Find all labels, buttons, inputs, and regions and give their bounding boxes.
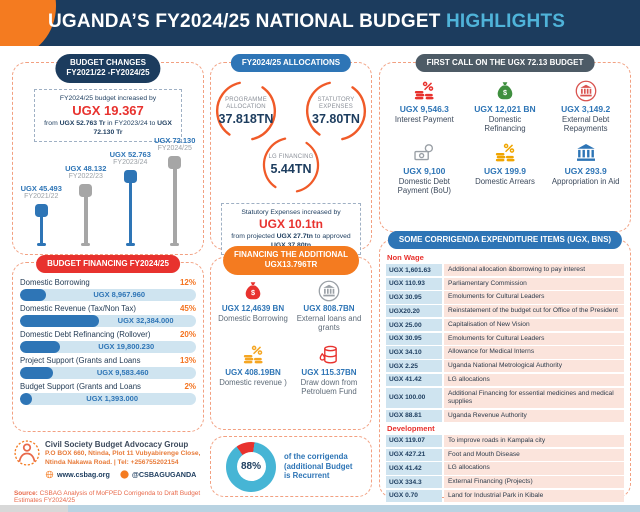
donut-percentage: 88% bbox=[237, 452, 266, 481]
table-row: UGX 1,601.63 Additional allocation &borrowing to pay interest bbox=[386, 264, 624, 276]
table-row: UGX 30.95 Emoluments for Cultural Leaders bbox=[386, 291, 624, 303]
social-icon bbox=[120, 470, 129, 479]
allocations-section bbox=[210, 58, 372, 250]
banknote-coin-icon bbox=[413, 142, 435, 164]
table-row: UGX 30.95 Emoluments for Cultural Leaders bbox=[386, 333, 624, 345]
budget-increase-callout: FY2024/25 budget increased by UGX 19.367 from UGX 52.763 Tr in FY2023/24 to UGX 72.130 Tr bbox=[34, 89, 182, 142]
table-row: UGX 88.81 Uganda Revenue Authority bbox=[386, 410, 624, 422]
table-row: UGX 41.42 LG allocations bbox=[386, 374, 624, 386]
csbag-logo bbox=[14, 440, 40, 479]
pin-marker bbox=[35, 204, 48, 246]
table-row: UGX 119.07 To improve roads in Kampala city bbox=[386, 435, 624, 447]
pin-marker bbox=[124, 170, 137, 246]
table-row: UGX 41.42 LG allocations bbox=[386, 462, 624, 474]
table-row: UGX 0.70 Land for Industrial Park in Kibale bbox=[386, 490, 624, 502]
bank-circle-icon bbox=[575, 80, 597, 102]
financing-row: Project Support (Grants and Loans 13% UGX 9,583.460 bbox=[20, 356, 196, 377]
table-row: UGX20.20 Reinstatement of the budget cut for Office of the President bbox=[386, 305, 624, 317]
middle-column bbox=[210, 0, 372, 512]
budget-changes-section bbox=[12, 58, 204, 255]
additional-item-domestic-borrowing: UGX 12,4639 BN Domestic Borrowing bbox=[215, 278, 291, 333]
additional-item-petroleum-fund: UGX 115.37BN Draw down from Petroluem Fund bbox=[291, 342, 367, 397]
pin-marker bbox=[79, 184, 92, 246]
first-call-interest-payment: UGX 9,546.3 Interest Payment bbox=[384, 80, 465, 134]
org-address-line2: Ntinda Nakawa Road. | Tel: +256755202154 bbox=[45, 458, 179, 466]
corrigenda-title: SOME CORRIGENDA EXPENDITURE ITEMS (UGX, BNS) bbox=[388, 231, 622, 249]
first-call-domestic-arrears: UGX 199.9 Domestic Arrears bbox=[465, 142, 546, 196]
group-label-development: Development bbox=[387, 423, 435, 433]
donut-chart bbox=[226, 442, 276, 492]
first-call-appropriation-in-aid: UGX 293.9 Appropriation in Aid bbox=[545, 142, 626, 196]
budget-financing-section bbox=[12, 259, 204, 432]
bottom-strip bbox=[0, 505, 640, 512]
bank-circle-icon bbox=[318, 278, 340, 302]
table-row: UGX 2.25 Uganda National Metrological Authority bbox=[386, 360, 624, 372]
financing-row: Domestic Revenue (Tax/Non Tax) 45% UGX 32,384.000 bbox=[20, 304, 196, 325]
budget-financing-title: BUDGET FINANCING FY2024/25 bbox=[36, 255, 180, 273]
contact-block bbox=[14, 440, 204, 479]
table-row: UGX 34.10 Allowance for Medical Interns bbox=[386, 346, 624, 358]
statutory-increase-callout: Statutory Expenses increased by UGX 10.1tn from projected UGX 27.7tn to approved bbox=[221, 203, 361, 255]
first-call-external-debt: UGX 3,149.2 External Debt Repayments bbox=[545, 80, 626, 134]
lg-financing-circle: LG FINANCING 5.44TN bbox=[261, 135, 321, 195]
left-column bbox=[12, 0, 204, 512]
financing-additional-title: FINANCING THE ADDITIONAL UGX13.796TR bbox=[223, 246, 359, 275]
statutory-increase-amount: UGX 10.1tn bbox=[258, 217, 324, 232]
pct-badge: 20% bbox=[179, 330, 196, 339]
pct-badge: 2% bbox=[184, 382, 196, 391]
group-label-non-wage: Non Wage bbox=[387, 253, 424, 262]
globe-icon bbox=[45, 470, 54, 479]
right-column bbox=[379, 0, 631, 512]
pct-badge: 13% bbox=[179, 356, 196, 365]
corrigenda-section bbox=[379, 235, 631, 500]
percent-coins-icon bbox=[413, 80, 435, 102]
budget-increase-amount: UGX 19.367 bbox=[72, 103, 144, 119]
financing-additional-section bbox=[210, 250, 372, 430]
bar-fill bbox=[20, 367, 53, 379]
bar-fill bbox=[20, 393, 32, 405]
percent-coins-icon bbox=[494, 142, 516, 164]
programme-allocation-circle: PROGRAMME ALLOCATION 37.818TN bbox=[214, 79, 278, 143]
org-name: Civil Society Budget Advocacy Group bbox=[45, 440, 189, 449]
page-title-main: UGANDA’S FY2024/25 NATIONAL BUDGET bbox=[48, 11, 446, 32]
org-address-line1: P.O BOX 660, Ntinda, Plot 11 Vubyabirenge Close, bbox=[45, 450, 201, 458]
bar-track: UGX 32,384.000 bbox=[20, 315, 196, 327]
percent-coins-icon bbox=[242, 342, 264, 366]
money-bag-icon bbox=[242, 278, 264, 302]
financing-row: Budget Support (Grants and Loans 2% UGX 1,393.000 bbox=[20, 382, 196, 403]
pct-badge: 12% bbox=[179, 278, 196, 287]
bank-icon bbox=[575, 142, 597, 164]
bar-track: UGX 1,393.000 bbox=[20, 393, 196, 405]
first-call-section bbox=[379, 58, 631, 232]
chart-pin-fy2022-23: UGX 48.132 FY2022/23 bbox=[65, 128, 106, 246]
allocation-circles bbox=[211, 73, 371, 197]
bar-track: UGX 9,583.460 bbox=[20, 367, 196, 379]
pin-marker bbox=[168, 156, 181, 246]
bar-fill bbox=[20, 289, 46, 301]
first-call-title: FIRST CALL ON THE UGX 72.13 BUDGET bbox=[416, 54, 595, 72]
first-call-domestic-refinancing: UGX 12,021 BN Domestic Refinancing bbox=[465, 80, 546, 134]
bar-fill bbox=[20, 341, 60, 353]
corrigenda-table bbox=[380, 240, 630, 507]
budget-changes-title: BUDGET CHANGES FY2021/22 -FY2024/25 bbox=[55, 54, 160, 83]
table-row: UGX 25.00 Capitalisation of New Vision bbox=[386, 319, 624, 331]
budget-changes-chart bbox=[19, 128, 197, 246]
additional-item-domestic-revenue: UGX 408.19BN Domestic revenue ) bbox=[215, 342, 291, 397]
oil-barrel-icon bbox=[318, 342, 340, 366]
financing-row: Domestic Debt Refinancing (Rollover) 20% UGX 19,800.230 bbox=[20, 330, 196, 351]
pct-badge: 45% bbox=[179, 304, 196, 313]
financing-bars bbox=[13, 263, 203, 405]
chart-pin-fy2021-22: UGX 45.493 FY2021/22 bbox=[21, 128, 62, 246]
donut-caption: of the corrigenda (additional Budget is Recurrent bbox=[284, 451, 353, 481]
chart-pin-fy2023-24: UGX 52.763 FY2023/24 bbox=[110, 128, 151, 246]
social-handle-link[interactable]: @CSBAGUGANDA bbox=[120, 470, 197, 479]
money-bag-icon bbox=[494, 80, 516, 102]
bar-track: UGX 19,800.230 bbox=[20, 341, 196, 353]
bar-fill bbox=[20, 315, 99, 327]
website-link[interactable]: www.csbag.org bbox=[45, 470, 110, 479]
table-row: UGX 100.00 Additional Financing for essential medicines and medical supplies bbox=[386, 388, 624, 408]
additional-item-external-loans: UGX 808.7BN External loans and grants bbox=[291, 278, 367, 333]
page-title-accent: HIGHLIGHTS bbox=[445, 11, 566, 32]
recurrent-share-section bbox=[210, 436, 372, 497]
source-note: Source: CSBAG Analysis of MoFPED Corrigenda to Draft Budget Estimates FY2024/25 bbox=[14, 490, 201, 504]
chart-pin-fy2024-25: UGX 72.130 FY2024/25 bbox=[154, 128, 195, 246]
allocations-title: FY2024/25 ALLOCATIONS bbox=[231, 54, 351, 72]
first-call-domestic-debt-payment: UGX 9,100 Domestic Debt Payment (BoU) bbox=[384, 142, 465, 196]
financing-row: Domestic Borrowing 12% UGX 8,967.960 bbox=[20, 278, 196, 299]
table-row: UGX 427.21 Foot and Mouth Disease bbox=[386, 449, 624, 461]
statutory-expenses-circle: STATUTORY EXPENSES 37.80TN bbox=[304, 79, 368, 143]
table-row: UGX 334.3 External Financing (Projects) bbox=[386, 476, 624, 488]
bar-track: UGX 8,967.960 bbox=[20, 289, 196, 301]
table-row: UGX 110.93 Parliamentary Commission bbox=[386, 278, 624, 290]
